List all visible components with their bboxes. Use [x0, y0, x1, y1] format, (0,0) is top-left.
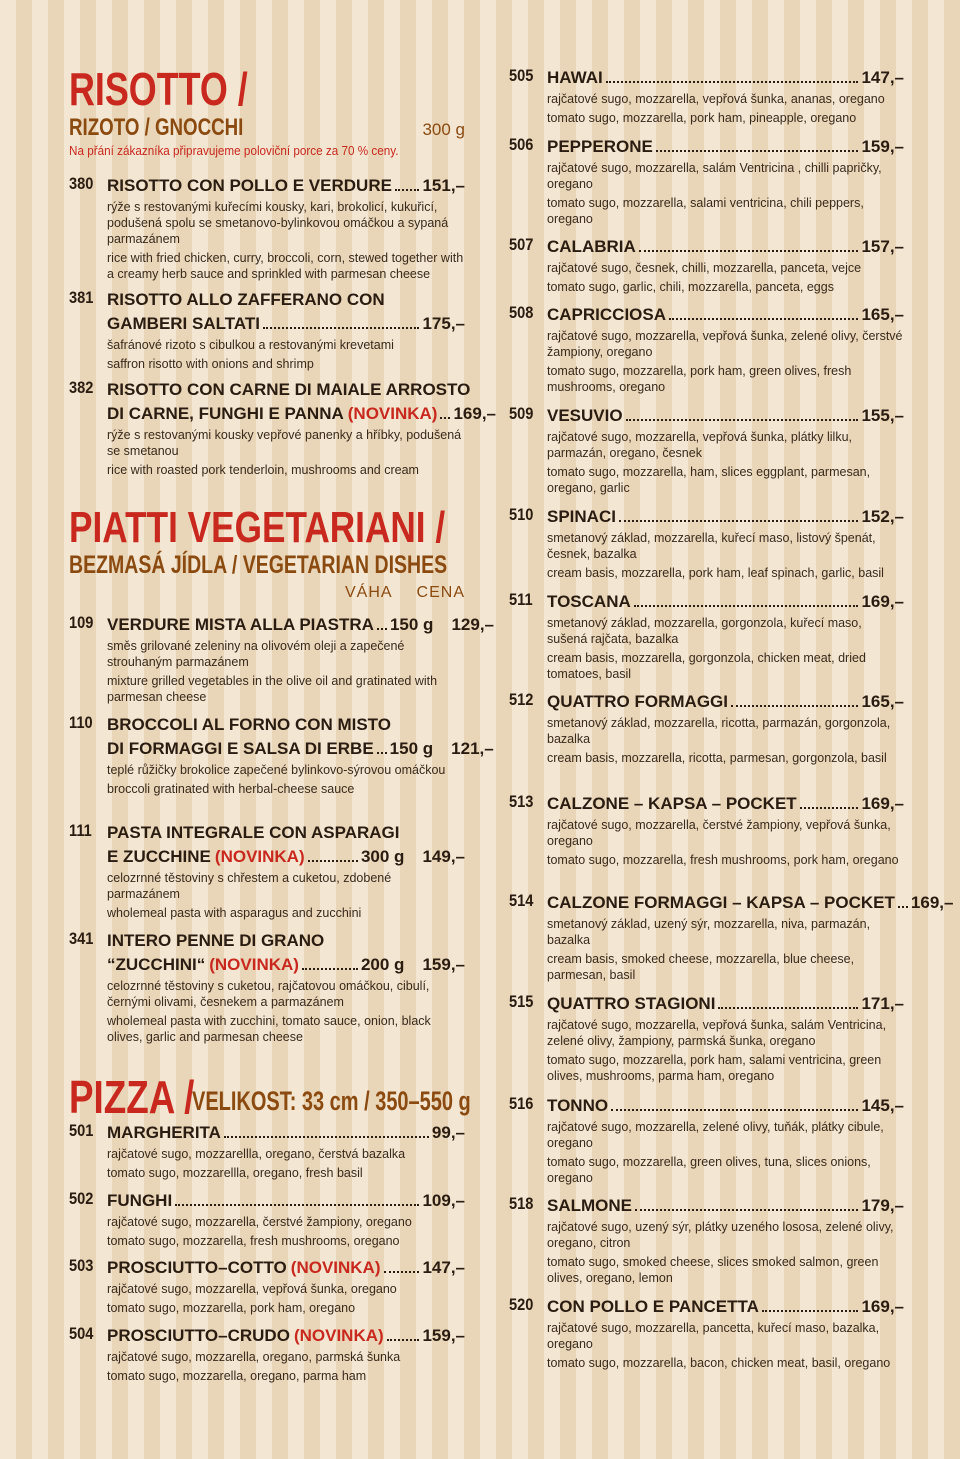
column-headers — [321, 584, 465, 602]
item-price: 155,– — [861, 406, 904, 425]
dot-leader — [656, 150, 859, 152]
dot-leader — [718, 1007, 858, 1009]
novinka-badge: (NOVINKA) — [347, 404, 438, 423]
item-price: 159,– — [422, 955, 465, 974]
item-desc-cz: rajčatové sugo, mozzarella, vepřová šunka, salám Ventricina, zelené olivy, žampiony, parmská šunka, oregano — [547, 1018, 887, 1048]
item-desc-cz: rajčatové sugo, mozzarella, vepřová šunka, oregano — [107, 1282, 397, 1296]
item-number: 518 — [509, 1194, 534, 1213]
dot-leader — [387, 1339, 420, 1341]
dot-leader — [440, 417, 450, 419]
item-desc-cz: směs grilované zeleniny na olivovém oleji a zapečené strouhaným parmazánem — [107, 639, 405, 669]
item-desc-en: saffron risotto with onions and shrimp — [107, 357, 314, 371]
item-price: 157,– — [861, 237, 904, 256]
item-number: 382 — [69, 378, 94, 397]
pizza-title: PIZZA / — [69, 1071, 195, 1123]
item-number: 503 — [69, 1256, 94, 1275]
item-desc-en: tomato sugo, mozzarella, green olives, tuna, slices onions, oregano — [547, 1155, 871, 1185]
item-desc-cz: rajčatové sugo, mozzarella, vepřová šunka, plátky lilku, parmazán, oregano, česnek — [547, 430, 853, 460]
item-number: 511 — [509, 590, 533, 609]
item-desc-cz: rajčatové sugo, mozzarella, oregano, parmská šunka — [107, 1350, 401, 1364]
item-number: 509 — [509, 404, 534, 423]
dot-leader — [635, 1209, 858, 1211]
item-desc-en: wholemeal pasta with asparagus and zucchini — [107, 906, 362, 920]
item-price: 171,– — [861, 994, 904, 1013]
item-name: “ZUCCHINI“ — [107, 955, 206, 974]
item-desc-cz: rajčatové sugo, mozzarella, salám Ventricina , chilli papričky, oregano — [547, 161, 882, 191]
item-desc-en: rice with roasted pork tenderloin, mushrooms and cream — [107, 463, 419, 477]
item-name: VERDURE MISTA ALLA PIASTRA — [107, 615, 374, 634]
item-desc-cz: celozrnné těstoviny s cuketou, rajčatovou omáčkou, cibulí, černými olivami, česnekem a parmazánem — [107, 979, 430, 1009]
item-name: SALMONE — [547, 1196, 632, 1215]
item-name: PROSCIUTTO–COTTO — [107, 1258, 287, 1277]
item-desc-cz: rajčatové sugo, mozzarella, čerstvé žampiony, vepřová šunka, oregano — [547, 818, 891, 848]
item-price: 99,– — [431, 1123, 465, 1142]
dot-leader — [898, 906, 908, 908]
item-price: 169,– — [453, 404, 497, 423]
item-name: CALZONE – KAPSA – POCKET — [547, 794, 797, 813]
item-desc-cz: rajčatové sugo, mozzarella, pancetta, kuřecí maso, bazalka, oregano — [547, 1321, 880, 1351]
item-name-line1: PASTA INTEGRALE CON ASPARAGI — [107, 823, 400, 842]
item-number: 506 — [509, 135, 534, 154]
item-price: 165,– — [861, 305, 904, 324]
dot-leader — [731, 705, 858, 707]
item-desc-en: tomato sugo, mozzarella, pork ham, green olives, fresh mushrooms, oregano — [547, 364, 852, 394]
item-name: TOSCANA — [547, 592, 631, 611]
item-price: 179,– — [861, 1196, 904, 1215]
item-name: SPINACI — [547, 507, 616, 526]
item-desc-en: cream basis, smoked cheese, mozzarella, blue cheese, parmesan, basil — [547, 952, 855, 982]
novinka-badge: (NOVINKA) — [290, 1258, 381, 1277]
dot-leader — [634, 605, 859, 607]
risotto-note: Na přání zákazníka připravujeme poloviční porce za 70 % ceny. — [69, 143, 399, 158]
item-number: 109 — [69, 613, 94, 632]
item-name-line1: RISOTTO CON CARNE DI MAIALE ARROSTO — [107, 380, 471, 399]
item-desc-en: tomato sugo, mozzarella, oregano, parma ham — [107, 1369, 367, 1383]
item-price: 175,– — [422, 314, 465, 333]
item-desc-cz: smetanový základ, mozzarella, ricotta, parmazán, gorgonzola, bazalka — [547, 716, 891, 746]
item-weight: 300 g — [360, 847, 405, 866]
item-price: 109,– — [422, 1191, 465, 1210]
dot-leader — [224, 1136, 429, 1138]
item-desc-en: tomato sugo, mozzarella, bacon, chicken meat, basil, oregano — [547, 1356, 891, 1370]
dot-leader — [606, 81, 859, 83]
dot-leader — [669, 318, 858, 320]
item-number: 513 — [509, 792, 534, 811]
pizza-subtitle: VELIKOST: 33 cm / 350–550 g — [192, 1086, 471, 1116]
item-price: 152,– — [861, 507, 904, 526]
risotto-subtitle: RIZOTO / GNOCCHI — [69, 114, 244, 141]
item-name: CALZONE FORMAGGI – KAPSA – POCKET — [547, 893, 895, 912]
novinka-badge: (NOVINKA) — [214, 847, 305, 866]
item-name: HAWAI — [547, 68, 603, 87]
item-desc-cz: rajčatové sugo, mozzarella, čerstvé žampiony, oregano — [107, 1215, 412, 1229]
item-price: 147,– — [422, 1258, 465, 1277]
item-price: 165,– — [861, 692, 904, 711]
price-column-header: CENA — [416, 584, 465, 601]
item-desc-cz: šafránové rizoto s cibulkou a restovanými krevetami — [107, 338, 394, 352]
item-name: VESUVIO — [547, 406, 623, 425]
item-desc-cz: rýže s restovanými kuřecími kousky, kari, brokolicí, kukuřicí, podušená spolu se smetanovo-bylinkovou omáčkou a sypaná parmazánem — [107, 200, 449, 246]
item-desc-en: broccoli gratinated with herbal-cheese sauce — [107, 782, 355, 796]
item-name-line1: INTERO PENNE DI GRANO — [107, 931, 325, 950]
item-desc-cz: smetanový základ, uzený sýr, mozzarella, niva, parmazán, bazalka — [547, 917, 871, 947]
item-name: QUATTRO STAGIONI — [547, 994, 716, 1013]
item-name-line1: BROCCOLI AL FORNO CON MISTO — [107, 715, 391, 734]
item-name: CALABRIA — [547, 237, 636, 256]
dot-leader — [263, 327, 419, 329]
item-number: 111 — [69, 821, 92, 840]
dot-leader — [626, 419, 859, 421]
item-number: 520 — [509, 1295, 534, 1314]
dot-leader — [800, 807, 859, 809]
item-name: DI CARNE, FUNGHI E PANNA — [107, 404, 344, 423]
item-name: CON POLLO E PANCETTA — [547, 1297, 759, 1316]
item-number: 504 — [69, 1324, 94, 1343]
item-price: 147,– — [861, 68, 904, 87]
item-desc-cz: rajčatové sugo, mozzarella, vepřová šunka, zelené olivy, čerstvé žampiony, oregano — [547, 329, 903, 359]
item-desc-en: tomato sugo, garlic, chili, mozzarella, panceta, eggs — [547, 280, 834, 294]
novinka-badge: (NOVINKA) — [293, 1326, 384, 1345]
item-desc-en: rice with fried chicken, curry, broccoli, corn, stewed together with a creamy herb sauce and sprinkled with parmesan cheese — [107, 251, 464, 281]
item-number: 507 — [509, 235, 534, 254]
dot-leader — [611, 1109, 858, 1111]
item-desc-en: tomato sugo, mozzarella, fresh mushrooms, pork ham, oregano — [547, 853, 899, 867]
item-number: 515 — [509, 992, 534, 1011]
risotto-weight: 300 g — [422, 120, 465, 139]
risotto-title: RISOTTO / — [69, 63, 248, 115]
item-name: PROSCIUTTO–CRUDO — [107, 1326, 290, 1345]
item-name: QUATTRO FORMAGGI — [547, 692, 728, 711]
item-name: RISOTTO CON POLLO E VERDURE — [107, 176, 392, 195]
item-number: 508 — [509, 303, 534, 322]
item-name: TONNO — [547, 1096, 609, 1115]
item-desc-en: mixture grilled vegetables in the olive oil and gratinated with parmesan cheese — [107, 674, 438, 704]
item-price: 129,– — [451, 615, 494, 634]
item-number: 512 — [509, 690, 534, 709]
item-price: 169,– — [861, 1297, 904, 1316]
item-price: 169,– — [910, 893, 954, 912]
item-name: MARGHERITA — [107, 1123, 221, 1142]
novinka-badge: (NOVINKA) — [209, 955, 299, 974]
item-price: 121,– — [451, 739, 494, 758]
item-price: 169,– — [861, 794, 904, 813]
item-number: 502 — [69, 1189, 94, 1208]
item-name: FUNGHI — [107, 1191, 173, 1210]
item-number: 501 — [69, 1121, 94, 1140]
item-price: 159,– — [861, 137, 904, 156]
item-desc-cz: teplé růžičky brokolice zapečené bylinkovo-sýrovou omáčkou — [107, 763, 446, 777]
item-number: 380 — [69, 174, 94, 193]
item-desc-en: cream basis, mozzarella, gorgonzola, chicken meat, dried tomatoes, basil — [547, 651, 866, 681]
item-weight: 150 g — [389, 615, 434, 634]
item-number: 110 — [69, 713, 93, 732]
item-price: 151,– — [422, 176, 465, 195]
item-name: CAPRICCIOSA — [547, 305, 667, 324]
item-price: 145,– — [861, 1096, 904, 1115]
item-desc-cz: rajčatové sugo, mozzarella, zelené olivy, tuňák, plátky cibule, oregano — [547, 1120, 884, 1150]
dot-leader — [384, 1271, 420, 1273]
dot-leader — [302, 968, 358, 970]
item-desc-en: tomato sugo, mozzarella, fresh mushrooms, oregano — [107, 1234, 400, 1248]
item-desc-en: tomato sugo, mozzarella, pork ham, oregano — [107, 1301, 356, 1315]
item-desc-cz: rajčatové sugo, česnek, chilli, mozzarella, panceta, vejce — [547, 261, 862, 275]
item-desc-en: cream basis, mozzarella, pork ham, leaf spinach, garlic, basil — [547, 566, 884, 580]
item-number: 516 — [509, 1094, 534, 1113]
dot-leader — [395, 189, 420, 191]
item-desc-en: tomato sugo, mozzarella, pork ham, salami ventricina, green olives, mushrooms, parma ham, oregano — [547, 1053, 882, 1083]
item-weight: 200 g — [360, 955, 405, 974]
vegetarian-subtitle: BEZMASÁ JÍDLA / VEGETARIAN DISHES — [69, 551, 448, 579]
item-name-line1: RISOTTO ALLO ZAFFERANO CON — [107, 290, 385, 309]
item-desc-cz: celozrnné těstoviny s chřestem a cuketou, zdobené parmazánem — [107, 871, 392, 901]
dot-leader — [762, 1310, 859, 1312]
dot-leader — [377, 752, 387, 754]
item-desc-cz: smetanový základ, mozzarella, kuřecí maso, listový špenát, česnek, bazalka — [547, 531, 876, 561]
item-desc-cz: rajčatové sugo, mozzarellla, oregano, čerstvá bazalka — [107, 1147, 406, 1161]
item-desc-en: tomato sugo, mozzarella, ham, slices eggplant, parmesan, oregano, garlic — [547, 465, 871, 495]
item-price: 169,– — [861, 592, 904, 611]
item-number: 514 — [509, 891, 534, 910]
dot-leader — [639, 250, 859, 252]
item-desc-cz: smetanový základ, mozzarella, gorgonzola, kuřecí maso, sušená rajčata, bazalka — [547, 616, 862, 646]
weight-column-header: VÁHA — [344, 584, 393, 601]
item-weight: 150 g — [389, 739, 434, 758]
item-price: 149,– — [422, 847, 465, 866]
item-number: 381 — [69, 288, 94, 307]
item-number: 510 — [509, 505, 534, 524]
item-price: 159,– — [422, 1326, 465, 1345]
item-number: 341 — [69, 929, 94, 948]
item-desc-en: tomato sugo, mozzarella, pork ham, pineapple, oregano — [547, 111, 857, 125]
dot-leader — [377, 628, 387, 630]
item-desc-en: tomato sugo, smoked cheese, slices smoked salmon, green olives, oregano, lemon — [547, 1255, 879, 1285]
dot-leader — [619, 520, 858, 522]
item-name: DI FORMAGGI E SALSA DI ERBE — [107, 739, 374, 758]
dot-leader — [175, 1204, 419, 1206]
item-name: PEPPERONE — [547, 137, 653, 156]
item-name: E ZUCCHINE — [107, 847, 211, 866]
item-desc-cz: rajčatové sugo, uzený sýr, plátky uzeného lososa, zelené olivy, oregano, citron — [547, 1220, 894, 1250]
dot-leader — [308, 860, 358, 862]
item-desc-en: wholemeal pasta with zucchini, tomato sauce, onion, black olives, garlic and parmesan cheese — [107, 1014, 431, 1044]
item-desc-cz: rýže s restovanými kousky vepřové panenky a hříbky, podušená se smetanou — [107, 428, 462, 458]
item-desc-en: cream basis, mozzarella, ricotta, parmesan, gorgonzola, basil — [547, 751, 887, 765]
item-desc-en: tomato sugo, mozzarellla, oregano, fresh basil — [107, 1166, 363, 1180]
item-number: 505 — [509, 66, 534, 85]
item-name: GAMBERI SALTATI — [107, 314, 260, 333]
item-desc-en: tomato sugo, mozzarella, salami ventricina, chili peppers, oregano — [547, 196, 864, 226]
item-desc-cz: rajčatové sugo, mozzarella, vepřová šunka, ananas, oregano — [547, 92, 885, 106]
vegetarian-title: PIATTI VEGETARIANI / — [69, 503, 446, 552]
